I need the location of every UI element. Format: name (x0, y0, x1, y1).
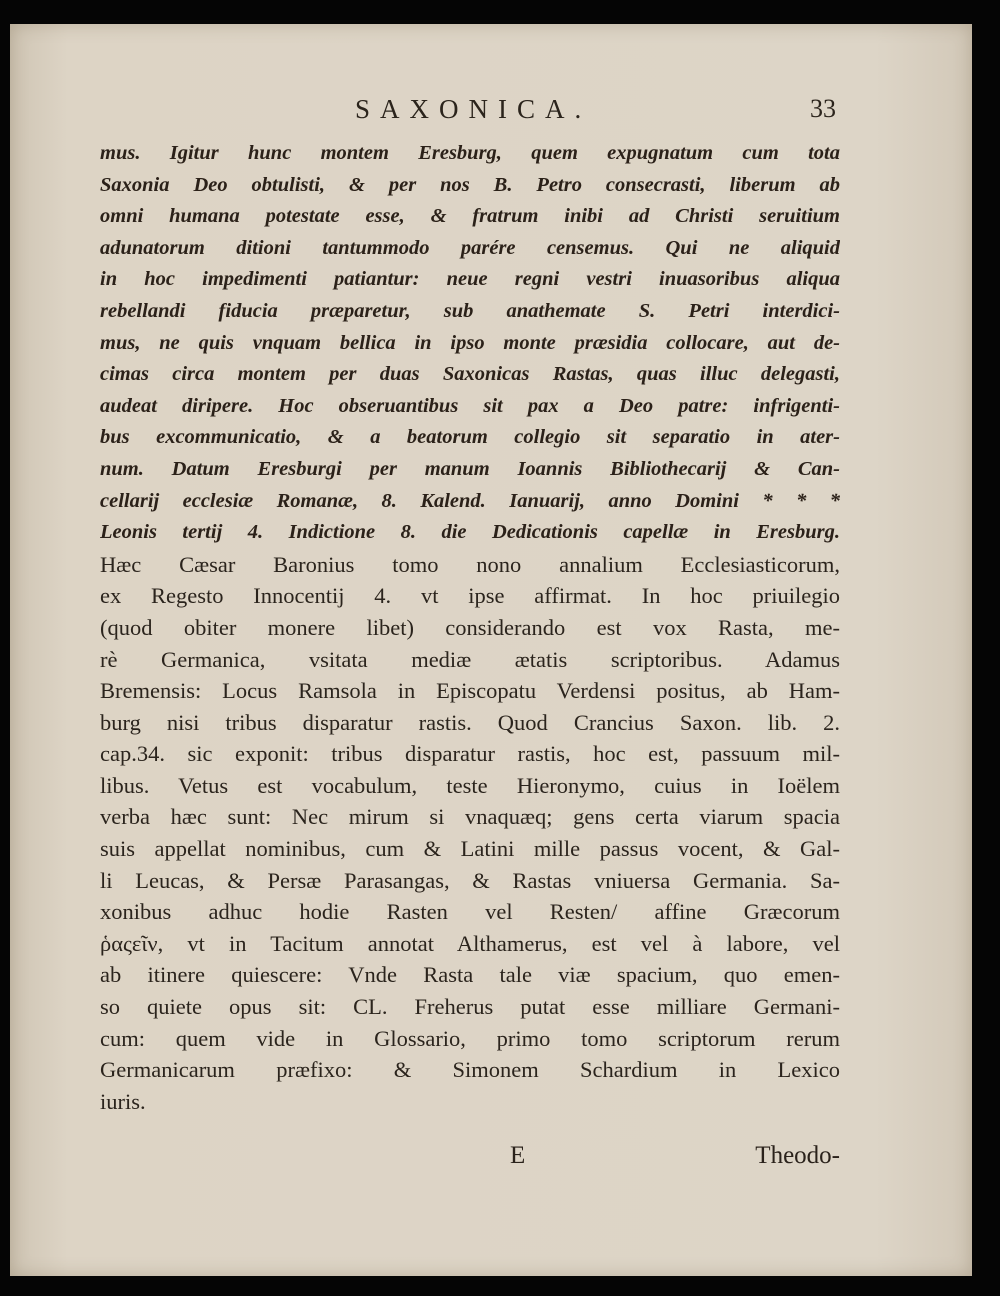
running-head (100, 94, 840, 134)
text-line: ab itinere quiescere: Vnde Rasta tale viæ spacium, quo emen- (100, 962, 840, 988)
text-line: bus excommunicatio, & a beatorum collegio sit separatio in ater- (100, 426, 840, 449)
text-line: rè Germanica, vsitata mediæ ætatis scriptoribus. Adamus (100, 646, 840, 672)
text-line: verba hæc sunt: Nec mirum si vnaquæq; gens certa viarum spacia (100, 804, 840, 830)
text-line: suis appellat nominibus, cum & Latini mille passus vocent, & Gal- (100, 836, 840, 862)
page-number: 33 (810, 94, 836, 123)
signature-mark: E (510, 1142, 526, 1169)
text-line: (quod obiter monere libet) considerando est vox Rasta, me- (100, 614, 840, 640)
text-line: cum: quem vide in Glossario, primo tomo scriptorum rerum (100, 1025, 840, 1051)
text-line: burg nisi tribus disparatur rastis. Quod Crancius Saxon. lib. 2. (100, 709, 840, 735)
page-footer (100, 1142, 840, 1178)
text-line: Bremensis: Locus Ramsola in Episcopatu Verdensi positus, ab Ham- (100, 678, 840, 704)
text-line: mus. Igitur hunc montem Eresburg, quem expugnatum cum tota (100, 142, 840, 164)
body-text (100, 138, 840, 1117)
text-line: audeat diripere. Hoc obseruantibus sit pax a Deo patre: infrigenti- (100, 394, 840, 417)
text-line: mus, ne quis vnquam bellica in ipso monte præsidia collocare, aut de- (100, 331, 840, 354)
text-line: so quiete opus sit: CL. Freherus putat esse milliare Germani- (100, 994, 840, 1020)
text-line: omni humana potestate esse, & fratrum inibi ad Christi seruitium (100, 205, 840, 228)
text-line: num. Datum Eresburgi per manum Ioannis Bibliothecarij & Can- (100, 457, 840, 480)
text-line: li Leucas, & Persæ Parasangas, & Rastas vniuersa Germania. Sa- (100, 867, 840, 893)
text-line: libus. Vetus est vocabulum, teste Hieronymo, cuius in Ioëlem (100, 772, 840, 798)
text-line: in hoc impedimenti patiantur: neue regni vestri inuasoribus aliqua (100, 268, 840, 291)
running-title: SAXONICA. (355, 94, 592, 124)
text-line: ex Regesto Innocentij 4. vt ipse affirmat. In hoc priuilegio (100, 583, 840, 609)
text-line: cellarij ecclesiæ Romanæ, 8. Kalend. Ianuarij, anno Domini * * * (100, 489, 840, 512)
text-line: Hæc Cæsar Baronius tomo nono annalium Ecclesiasticorum, (100, 551, 840, 577)
text-line: Leonis tertij 4. Indictione 8. die Dedicationis capellæ in Eresburg. (100, 521, 840, 544)
text-line: cap.34. sic exponit: tribus disparatur rastis, hoc est, passuum mil- (100, 741, 840, 767)
text-line: Saxonia Deo obtulisti, & per nos B. Petro consecrasti, liberum ab (100, 173, 840, 196)
text-line: Germanicarum præfixo: & Simonem Schardium in Lexico (100, 1057, 840, 1083)
text-line: xonibus adhuc hodie Rasten vel Resten/ affine Græcorum (100, 899, 840, 925)
text-line: iuris. (100, 1088, 146, 1114)
text-line: rebellandi fiducia præparetur, sub anathemate S. Petri interdici- (100, 299, 840, 322)
catchword: Theodo- (755, 1142, 840, 1169)
text-line: adunatorum ditioni tantummodo parére censemus. Qui ne aliquid (100, 236, 840, 259)
book-page (10, 24, 972, 1276)
text-line: ῥαςεῖν, vt in Tacitum annotat Althamerus, est vel à labore, vel (100, 930, 840, 956)
text-line: cimas circa montem per duas Saxonicas Rastas, quas illuc delegasti, (100, 363, 840, 386)
